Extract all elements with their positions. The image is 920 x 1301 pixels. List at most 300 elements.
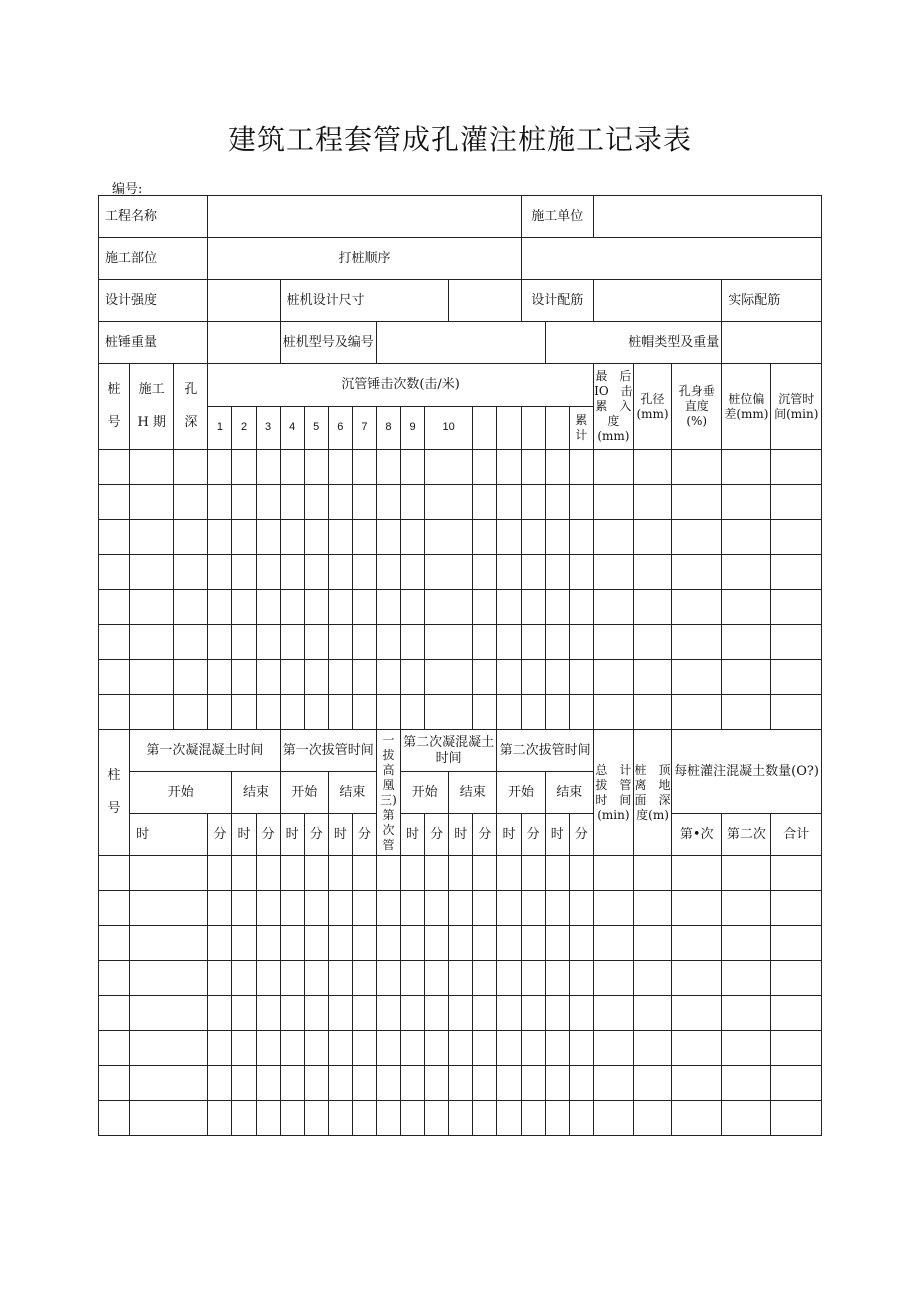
pile-record-cell[interactable]: [352, 625, 376, 660]
pour-record-cell[interactable]: [449, 926, 473, 961]
pour-record-cell[interactable]: [569, 891, 593, 926]
pile-record-cell[interactable]: [473, 485, 497, 520]
pile-record-cell[interactable]: [376, 555, 400, 590]
pile-record-cell[interactable]: [130, 695, 174, 730]
pile-record-cell[interactable]: [672, 695, 722, 730]
pour-record-cell[interactable]: [722, 1031, 771, 1066]
pour-record-cell[interactable]: [352, 1101, 376, 1136]
pile-record-cell[interactable]: [473, 555, 497, 590]
pour-record-cell[interactable]: [304, 1066, 328, 1101]
pile-record-cell[interactable]: [497, 625, 521, 660]
pile-record-cell[interactable]: [425, 485, 473, 520]
pile-record-cell[interactable]: [722, 450, 771, 485]
pile-record-cell[interactable]: [545, 555, 569, 590]
pile-record-cell[interactable]: [280, 695, 304, 730]
pile-record-cell[interactable]: [130, 450, 174, 485]
pile-record-cell[interactable]: [425, 450, 473, 485]
pour-record-cell[interactable]: [449, 961, 473, 996]
pour-record-cell[interactable]: [771, 891, 822, 926]
pour-record-cell[interactable]: [304, 996, 328, 1031]
pour-record-cell[interactable]: [473, 961, 497, 996]
pile-record-cell[interactable]: [304, 555, 328, 590]
pile-record-cell[interactable]: [328, 485, 352, 520]
pile-record-cell[interactable]: [473, 590, 497, 625]
pour-record-cell[interactable]: [722, 996, 771, 1031]
pour-record-cell[interactable]: [521, 1101, 545, 1136]
pour-record-cell[interactable]: [545, 1066, 569, 1101]
pile-record-cell[interactable]: [521, 695, 545, 730]
pile-record-cell[interactable]: [280, 625, 304, 660]
pour-record-cell[interactable]: [280, 1066, 304, 1101]
pour-record-cell[interactable]: [280, 926, 304, 961]
pour-record-cell[interactable]: [569, 1101, 593, 1136]
pile-record-cell[interactable]: [497, 590, 521, 625]
pile-record-cell[interactable]: [569, 520, 593, 555]
pour-record-cell[interactable]: [633, 1101, 671, 1136]
pile-record-cell[interactable]: [497, 695, 521, 730]
pile-record-cell[interactable]: [401, 450, 425, 485]
pile-record-cell[interactable]: [208, 625, 232, 660]
pour-record-cell[interactable]: [401, 926, 425, 961]
construction-unit-value[interactable]: [593, 196, 821, 238]
pour-record-cell[interactable]: [280, 1031, 304, 1066]
pile-record-cell[interactable]: [256, 625, 280, 660]
pour-record-cell[interactable]: [771, 1031, 822, 1066]
pile-record-cell[interactable]: [633, 660, 671, 695]
pile-record-cell[interactable]: [633, 590, 671, 625]
pile-record-cell[interactable]: [545, 450, 569, 485]
pile-record-cell[interactable]: [497, 450, 521, 485]
pour-record-cell[interactable]: [569, 961, 593, 996]
pour-record-cell[interactable]: [256, 856, 280, 891]
pile-record-cell[interactable]: [593, 695, 633, 730]
pour-record-cell[interactable]: [473, 1031, 497, 1066]
pour-record-cell[interactable]: [352, 996, 376, 1031]
pile-record-cell[interactable]: [401, 625, 425, 660]
pile-record-cell[interactable]: [569, 450, 593, 485]
pour-record-cell[interactable]: [672, 996, 722, 1031]
pile-record-cell[interactable]: [256, 660, 280, 695]
pile-record-cell[interactable]: [521, 485, 545, 520]
pile-record-cell[interactable]: [174, 450, 208, 485]
pour-record-cell[interactable]: [232, 926, 256, 961]
pile-record-cell[interactable]: [425, 555, 473, 590]
pour-record-cell[interactable]: [256, 996, 280, 1031]
pour-record-cell[interactable]: [497, 1031, 521, 1066]
pour-record-cell[interactable]: [256, 1031, 280, 1066]
pile-record-cell[interactable]: [521, 520, 545, 555]
pile-record-cell[interactable]: [473, 660, 497, 695]
pour-record-cell[interactable]: [771, 961, 822, 996]
pile-record-cell[interactable]: [593, 520, 633, 555]
pour-record-cell[interactable]: [232, 856, 256, 891]
pour-record-cell[interactable]: [521, 856, 545, 891]
pile-record-cell[interactable]: [569, 555, 593, 590]
pile-record-cell[interactable]: [280, 555, 304, 590]
pour-record-cell[interactable]: [401, 961, 425, 996]
pile-record-cell[interactable]: [208, 660, 232, 695]
pile-record-cell[interactable]: [771, 450, 822, 485]
pile-record-cell[interactable]: [521, 450, 545, 485]
pour-record-cell[interactable]: [328, 961, 352, 996]
pile-record-cell[interactable]: [328, 660, 352, 695]
pour-record-cell[interactable]: [376, 961, 400, 996]
pile-record-cell[interactable]: [280, 660, 304, 695]
pile-record-cell[interactable]: [130, 520, 174, 555]
pile-record-cell[interactable]: [256, 590, 280, 625]
piling-order-value[interactable]: [521, 238, 821, 280]
pile-record-cell[interactable]: [232, 485, 256, 520]
pour-record-cell[interactable]: [672, 961, 722, 996]
pile-record-cell[interactable]: [771, 520, 822, 555]
pile-record-cell[interactable]: [633, 485, 671, 520]
pile-record-cell[interactable]: [280, 520, 304, 555]
pour-record-cell[interactable]: [208, 1101, 232, 1136]
pour-record-cell[interactable]: [449, 891, 473, 926]
pile-record-cell[interactable]: [99, 625, 130, 660]
pile-record-cell[interactable]: [376, 695, 400, 730]
pile-record-cell[interactable]: [473, 450, 497, 485]
pour-record-cell[interactable]: [425, 891, 449, 926]
pile-record-cell[interactable]: [352, 660, 376, 695]
pile-record-cell[interactable]: [232, 590, 256, 625]
pour-record-cell[interactable]: [497, 891, 521, 926]
pile-record-cell[interactable]: [545, 590, 569, 625]
pour-record-cell[interactable]: [672, 1066, 722, 1101]
pour-record-cell[interactable]: [672, 856, 722, 891]
pile-record-cell[interactable]: [633, 450, 671, 485]
pile-record-cell[interactable]: [99, 520, 130, 555]
pour-record-cell[interactable]: [497, 1066, 521, 1101]
pour-record-cell[interactable]: [99, 891, 130, 926]
pour-record-cell[interactable]: [449, 1101, 473, 1136]
pile-record-cell[interactable]: [672, 485, 722, 520]
pour-record-cell[interactable]: [593, 961, 633, 996]
pile-record-cell[interactable]: [672, 520, 722, 555]
pour-record-cell[interactable]: [304, 856, 328, 891]
pile-record-cell[interactable]: [473, 695, 497, 730]
pile-record-cell[interactable]: [672, 555, 722, 590]
pile-record-cell[interactable]: [569, 660, 593, 695]
pour-record-cell[interactable]: [545, 996, 569, 1031]
pour-record-cell[interactable]: [232, 1066, 256, 1101]
pour-record-cell[interactable]: [401, 856, 425, 891]
pile-record-cell[interactable]: [425, 660, 473, 695]
pour-record-cell[interactable]: [521, 961, 545, 996]
pour-record-cell[interactable]: [328, 856, 352, 891]
pour-record-cell[interactable]: [722, 856, 771, 891]
pile-record-cell[interactable]: [99, 590, 130, 625]
pour-record-cell[interactable]: [497, 1101, 521, 1136]
pour-record-cell[interactable]: [130, 1101, 208, 1136]
pour-record-cell[interactable]: [593, 996, 633, 1031]
pour-record-cell[interactable]: [256, 961, 280, 996]
pour-record-cell[interactable]: [473, 1101, 497, 1136]
pile-record-cell[interactable]: [497, 660, 521, 695]
pour-record-cell[interactable]: [232, 1031, 256, 1066]
pour-record-cell[interactable]: [130, 1031, 208, 1066]
pour-record-cell[interactable]: [280, 961, 304, 996]
pour-record-cell[interactable]: [633, 926, 671, 961]
pile-record-cell[interactable]: [497, 520, 521, 555]
pour-record-cell[interactable]: [497, 856, 521, 891]
pile-record-cell[interactable]: [722, 555, 771, 590]
pour-record-cell[interactable]: [425, 996, 449, 1031]
pile-record-cell[interactable]: [771, 695, 822, 730]
pile-record-cell[interactable]: [208, 555, 232, 590]
pile-record-cell[interactable]: [473, 625, 497, 660]
pile-record-cell[interactable]: [672, 450, 722, 485]
pile-record-cell[interactable]: [208, 520, 232, 555]
pour-record-cell[interactable]: [425, 1066, 449, 1101]
pour-record-cell[interactable]: [232, 996, 256, 1031]
pile-record-cell[interactable]: [771, 555, 822, 590]
pile-record-cell[interactable]: [633, 555, 671, 590]
pile-record-cell[interactable]: [593, 660, 633, 695]
pour-record-cell[interactable]: [352, 1031, 376, 1066]
pour-record-cell[interactable]: [328, 891, 352, 926]
pile-record-cell[interactable]: [569, 695, 593, 730]
pour-record-cell[interactable]: [593, 856, 633, 891]
pile-record-cell[interactable]: [545, 485, 569, 520]
pour-record-cell[interactable]: [130, 996, 208, 1031]
pour-record-cell[interactable]: [328, 1101, 352, 1136]
pour-record-cell[interactable]: [256, 1101, 280, 1136]
pour-record-cell[interactable]: [376, 1101, 400, 1136]
pour-record-cell[interactable]: [280, 891, 304, 926]
pile-record-cell[interactable]: [521, 660, 545, 695]
pour-record-cell[interactable]: [352, 961, 376, 996]
pile-record-cell[interactable]: [304, 695, 328, 730]
pour-record-cell[interactable]: [672, 891, 722, 926]
pile-record-cell[interactable]: [99, 555, 130, 590]
pour-record-cell[interactable]: [545, 856, 569, 891]
pile-record-cell[interactable]: [425, 695, 473, 730]
pile-record-cell[interactable]: [232, 555, 256, 590]
pile-record-cell[interactable]: [208, 485, 232, 520]
pile-record-cell[interactable]: [672, 625, 722, 660]
design-reinforcement-value[interactable]: [593, 280, 721, 322]
pour-record-cell[interactable]: [672, 1101, 722, 1136]
pour-record-cell[interactable]: [352, 1066, 376, 1101]
pour-record-cell[interactable]: [473, 926, 497, 961]
pour-record-cell[interactable]: [376, 996, 400, 1031]
pour-record-cell[interactable]: [425, 926, 449, 961]
pour-record-cell[interactable]: [376, 1066, 400, 1101]
pour-record-cell[interactable]: [449, 996, 473, 1031]
pour-record-cell[interactable]: [304, 961, 328, 996]
pile-record-cell[interactable]: [521, 625, 545, 660]
pile-record-cell[interactable]: [722, 590, 771, 625]
pour-record-cell[interactable]: [352, 891, 376, 926]
pour-record-cell[interactable]: [545, 961, 569, 996]
pour-record-cell[interactable]: [304, 926, 328, 961]
design-strength-value[interactable]: [208, 280, 280, 322]
pour-record-cell[interactable]: [633, 891, 671, 926]
project-name-value[interactable]: [208, 196, 521, 238]
pile-record-cell[interactable]: [545, 695, 569, 730]
pour-record-cell[interactable]: [208, 1066, 232, 1101]
pile-record-cell[interactable]: [328, 520, 352, 555]
pile-record-cell[interactable]: [425, 625, 473, 660]
pour-record-cell[interactable]: [449, 1066, 473, 1101]
pour-record-cell[interactable]: [328, 1031, 352, 1066]
pile-record-cell[interactable]: [593, 450, 633, 485]
pour-record-cell[interactable]: [521, 926, 545, 961]
pour-record-cell[interactable]: [130, 926, 208, 961]
rig-model-value[interactable]: [376, 322, 545, 364]
pile-record-cell[interactable]: [376, 450, 400, 485]
pour-record-cell[interactable]: [497, 961, 521, 996]
pour-record-cell[interactable]: [280, 996, 304, 1031]
pour-record-cell[interactable]: [130, 891, 208, 926]
rig-design-size-value[interactable]: [449, 280, 521, 322]
pour-record-cell[interactable]: [593, 1031, 633, 1066]
pile-record-cell[interactable]: [256, 450, 280, 485]
pour-record-cell[interactable]: [722, 1101, 771, 1136]
pour-record-cell[interactable]: [633, 1031, 671, 1066]
pour-record-cell[interactable]: [99, 996, 130, 1031]
pile-record-cell[interactable]: [497, 485, 521, 520]
pour-record-cell[interactable]: [449, 856, 473, 891]
pour-record-cell[interactable]: [722, 961, 771, 996]
pile-record-cell[interactable]: [633, 695, 671, 730]
pour-record-cell[interactable]: [256, 891, 280, 926]
pour-record-cell[interactable]: [232, 961, 256, 996]
pile-record-cell[interactable]: [256, 520, 280, 555]
cap-type-value[interactable]: [722, 322, 822, 364]
pile-record-cell[interactable]: [569, 485, 593, 520]
pour-record-cell[interactable]: [99, 1031, 130, 1066]
pour-record-cell[interactable]: [401, 891, 425, 926]
pile-record-cell[interactable]: [174, 695, 208, 730]
hammer-weight-value[interactable]: [208, 322, 280, 364]
pour-record-cell[interactable]: [425, 1031, 449, 1066]
pile-record-cell[interactable]: [401, 555, 425, 590]
pile-record-cell[interactable]: [304, 590, 328, 625]
pour-record-cell[interactable]: [208, 996, 232, 1031]
pile-record-cell[interactable]: [521, 590, 545, 625]
pile-record-cell[interactable]: [174, 625, 208, 660]
pile-record-cell[interactable]: [130, 590, 174, 625]
pile-record-cell[interactable]: [771, 590, 822, 625]
pour-record-cell[interactable]: [593, 1066, 633, 1101]
pour-record-cell[interactable]: [722, 926, 771, 961]
pile-record-cell[interactable]: [771, 485, 822, 520]
pile-record-cell[interactable]: [722, 520, 771, 555]
pour-record-cell[interactable]: [376, 926, 400, 961]
pour-record-cell[interactable]: [545, 891, 569, 926]
pour-record-cell[interactable]: [208, 1031, 232, 1066]
pour-record-cell[interactable]: [99, 1101, 130, 1136]
pour-record-cell[interactable]: [569, 996, 593, 1031]
pour-record-cell[interactable]: [425, 856, 449, 891]
pour-record-cell[interactable]: [722, 891, 771, 926]
pour-record-cell[interactable]: [593, 1101, 633, 1136]
pour-record-cell[interactable]: [99, 1066, 130, 1101]
pour-record-cell[interactable]: [771, 1066, 822, 1101]
pour-record-cell[interactable]: [401, 1066, 425, 1101]
pour-record-cell[interactable]: [304, 1031, 328, 1066]
pour-record-cell[interactable]: [401, 1031, 425, 1066]
pour-record-cell[interactable]: [376, 1031, 400, 1066]
pour-record-cell[interactable]: [352, 926, 376, 961]
pour-record-cell[interactable]: [208, 856, 232, 891]
pile-record-cell[interactable]: [328, 555, 352, 590]
pile-record-cell[interactable]: [633, 520, 671, 555]
pile-record-cell[interactable]: [771, 625, 822, 660]
pile-record-cell[interactable]: [174, 485, 208, 520]
pile-record-cell[interactable]: [99, 485, 130, 520]
pile-record-cell[interactable]: [722, 485, 771, 520]
pile-record-cell[interactable]: [174, 520, 208, 555]
pour-record-cell[interactable]: [328, 1066, 352, 1101]
pile-record-cell[interactable]: [256, 695, 280, 730]
pile-record-cell[interactable]: [569, 625, 593, 660]
pour-record-cell[interactable]: [425, 1101, 449, 1136]
pile-record-cell[interactable]: [328, 625, 352, 660]
pour-record-cell[interactable]: [232, 1101, 256, 1136]
pour-record-cell[interactable]: [304, 891, 328, 926]
pour-record-cell[interactable]: [545, 1031, 569, 1066]
pour-record-cell[interactable]: [633, 856, 671, 891]
pile-record-cell[interactable]: [401, 590, 425, 625]
pile-record-cell[interactable]: [232, 660, 256, 695]
pile-record-cell[interactable]: [425, 590, 473, 625]
pour-record-cell[interactable]: [569, 926, 593, 961]
pile-record-cell[interactable]: [130, 660, 174, 695]
pour-record-cell[interactable]: [722, 1066, 771, 1101]
pile-record-cell[interactable]: [401, 485, 425, 520]
pile-record-cell[interactable]: [130, 625, 174, 660]
pile-record-cell[interactable]: [473, 520, 497, 555]
pour-record-cell[interactable]: [569, 856, 593, 891]
pour-record-cell[interactable]: [401, 1101, 425, 1136]
pile-record-cell[interactable]: [208, 695, 232, 730]
pour-record-cell[interactable]: [328, 926, 352, 961]
pile-record-cell[interactable]: [771, 660, 822, 695]
pour-record-cell[interactable]: [208, 961, 232, 996]
pour-record-cell[interactable]: [130, 1066, 208, 1101]
pour-record-cell[interactable]: [256, 1066, 280, 1101]
pour-record-cell[interactable]: [208, 926, 232, 961]
pile-record-cell[interactable]: [328, 590, 352, 625]
pile-record-cell[interactable]: [208, 590, 232, 625]
pour-record-cell[interactable]: [545, 1101, 569, 1136]
pour-record-cell[interactable]: [569, 1066, 593, 1101]
pile-record-cell[interactable]: [208, 450, 232, 485]
pile-record-cell[interactable]: [521, 555, 545, 590]
pile-record-cell[interactable]: [99, 450, 130, 485]
pile-record-cell[interactable]: [352, 555, 376, 590]
pile-record-cell[interactable]: [130, 485, 174, 520]
pour-record-cell[interactable]: [593, 891, 633, 926]
pile-record-cell[interactable]: [352, 450, 376, 485]
pile-record-cell[interactable]: [376, 590, 400, 625]
pour-record-cell[interactable]: [521, 1066, 545, 1101]
pour-record-cell[interactable]: [521, 1031, 545, 1066]
pile-record-cell[interactable]: [545, 660, 569, 695]
pile-record-cell[interactable]: [376, 485, 400, 520]
pile-record-cell[interactable]: [376, 625, 400, 660]
pile-record-cell[interactable]: [545, 520, 569, 555]
pile-record-cell[interactable]: [304, 660, 328, 695]
pour-record-cell[interactable]: [130, 961, 208, 996]
pile-record-cell[interactable]: [722, 625, 771, 660]
pour-record-cell[interactable]: [521, 891, 545, 926]
pile-record-cell[interactable]: [99, 695, 130, 730]
pile-record-cell[interactable]: [376, 520, 400, 555]
